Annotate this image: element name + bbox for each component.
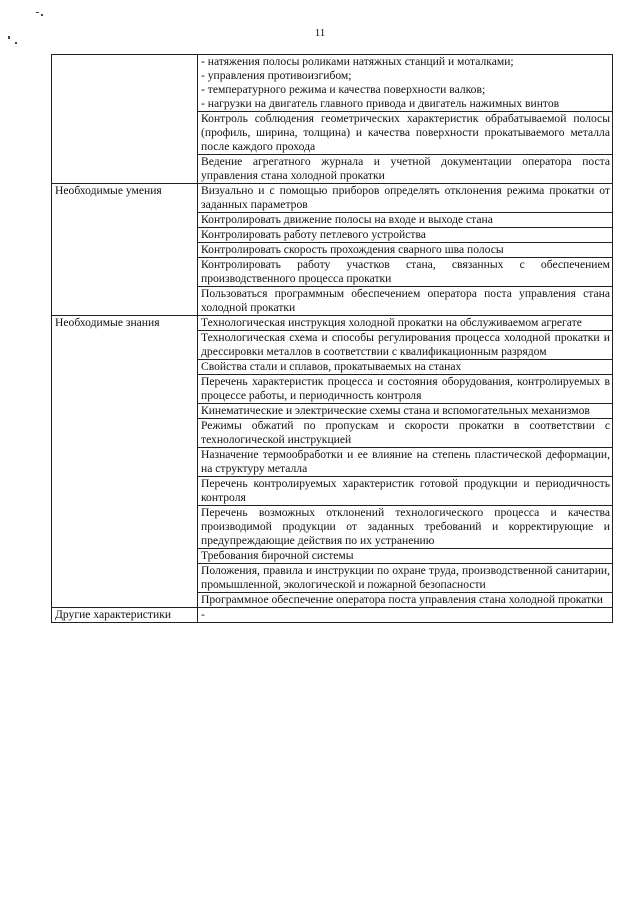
section-item: Назначение термообработки и ее влияние на степень пластической деформации, на структуру металла [198, 448, 613, 477]
section-item: Перечень характеристик процесса и состояния оборудования, контролируемых в процессе работы, и периодичность контроля [198, 375, 613, 404]
table-row [52, 55, 613, 112]
scan-speck [41, 14, 43, 16]
section-item: Контролировать скорость прохождения сварного шва полосы [198, 243, 613, 258]
section-label: Необходимые знания [52, 316, 198, 608]
item-line: - натяжения полосы роликами натяжных станций и моталками; [201, 55, 514, 68]
section-label [52, 55, 198, 184]
section-label: Необходимые умения [52, 184, 198, 316]
item-line: - нагрузки на двигатель главного привода и двигатель нажимных винтов [201, 97, 560, 110]
section-item: Положения, правила и инструкции по охране труда, производственной санитарии, промышленной, экологической и пожарной безопасности [198, 564, 613, 593]
section-item: Кинематические и электрические схемы стана и вспомогательных механизмов [198, 404, 613, 419]
section-item: Перечень возможных отклонений технологического процесса и качества производимой продукции от заданных требований и корректирующие и предупреждающие действия по их устранению [198, 506, 613, 549]
section-item: Контролировать работу петлевого устройства [198, 228, 613, 243]
item-line: - управления противоизгибом; [201, 69, 352, 82]
section-item: Контроль соблюдения геометрических характеристик обрабатываемой полосы (профиль, ширина, толщина) и качества поверхности прокатываемого металла после каждого прохода [198, 112, 613, 155]
section-item: - [198, 608, 613, 623]
item-line: - температурного режима и качества поверхности валков; [201, 83, 486, 96]
scan-speck [8, 36, 10, 39]
table-row [52, 316, 613, 331]
section-item: Требования бирочной системы [198, 549, 613, 564]
table-row [52, 184, 613, 213]
table-row [52, 608, 613, 623]
section-item: Технологическая инструкция холодной прокатки на обслуживаемом агрегате [198, 316, 613, 331]
section-item: Программное обеспечение оператора поста управления стана холодной прокатки [198, 593, 613, 608]
section-item: Пользоваться программным обеспечением оператора поста управления стана холодной прокатки [198, 287, 613, 316]
qualification-table [51, 54, 613, 623]
section-item: Перечень контролируемых характеристик готовой продукции и периодичность контроля [198, 477, 613, 506]
section-item [198, 55, 613, 112]
section-label: Другие характеристики [52, 608, 198, 623]
scan-speck [15, 42, 17, 44]
qualification-table-body [52, 55, 613, 623]
section-item: Контролировать работу участков стана, связанных с обеспечением производственного процесса прокатки [198, 258, 613, 287]
section-item: Технологическая схема и способы регулирования процесса холодной прокатки и дрессировки металлов в соответствии с квалификационным разрядом [198, 331, 613, 360]
section-item: Режимы обжатий по пропускам и скорости прокатки в соответствии с технологической инструкцией [198, 419, 613, 448]
page-number: 11 [314, 27, 326, 39]
section-item: Контролировать движение полосы на входе и выходе стана [198, 213, 613, 228]
section-item: Ведение агрегатного журнала и учетной документации оператора поста управления стана холодной прокатки [198, 155, 613, 184]
section-item: Визуально и с помощью приборов определять отклонения режима прокатки от заданных параметров [198, 184, 613, 213]
scan-speck [36, 12, 39, 13]
section-item: Свойства стали и сплавов, прокатываемых на станах [198, 360, 613, 375]
